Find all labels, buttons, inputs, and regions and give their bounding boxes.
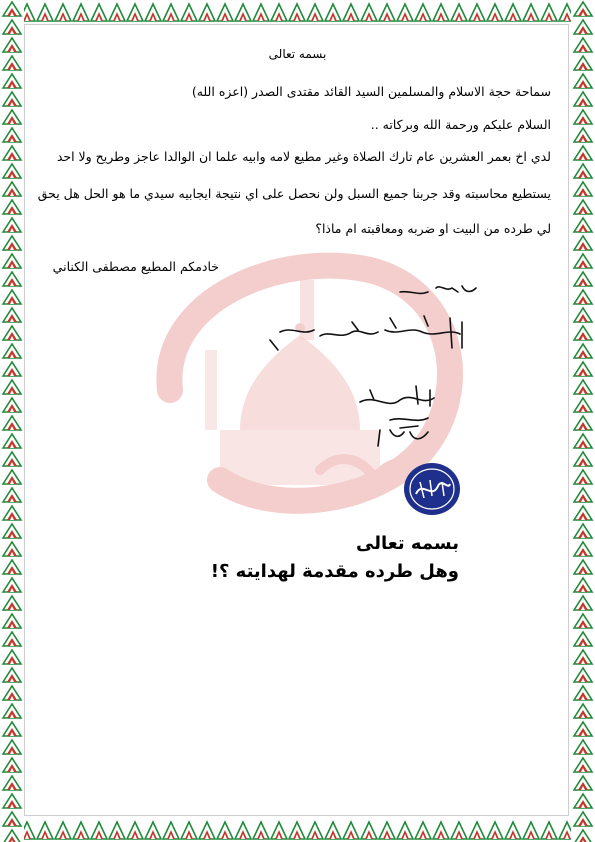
decorative-border-top [0,0,595,24]
letter-basmala: بسمه تعالى [268,47,327,61]
letter-body-line: لي طرده من البيت او ضربه ومعاقبته ام ماذا؟ [315,221,551,236]
official-seal-stamp [402,460,462,518]
letter-greeting: السلام عليكم ورحمة الله وبركاته .. [370,117,551,132]
letter-body-line: لدي اخ بعمر العشرين عام تارك الصلاة وغير مطيع لامه وابيه علما ان الوالدا عاجز وطريح ولا احد [56,149,551,164]
letter-body-line: يستطيع محاسبته وقد جربنا جميع السبل ولن نحصل على اي نتيجة ايجابيه سيدي ما هو الحل هل يحق [37,186,551,201]
border-pattern-top [0,0,595,24]
border-pattern-bottom [0,818,595,842]
decorative-border-left [0,0,24,842]
letter-signature: خادمكم المطيع مصطفى الكناني [52,259,219,274]
answer-text: وهل طرده مقدمة لهدايته ؟! [210,561,459,582]
decorative-border-right [571,0,595,842]
decorative-border-bottom [0,818,595,842]
border-pattern-right [571,0,595,842]
border-pattern-left [0,0,24,842]
letter-addressee: سماحة حجة الاسلام والمسلمين السيد القائد مقتدى الصدر (اعزه الله) [191,84,551,99]
answer-basmala: بسمه تعالى [356,533,459,554]
